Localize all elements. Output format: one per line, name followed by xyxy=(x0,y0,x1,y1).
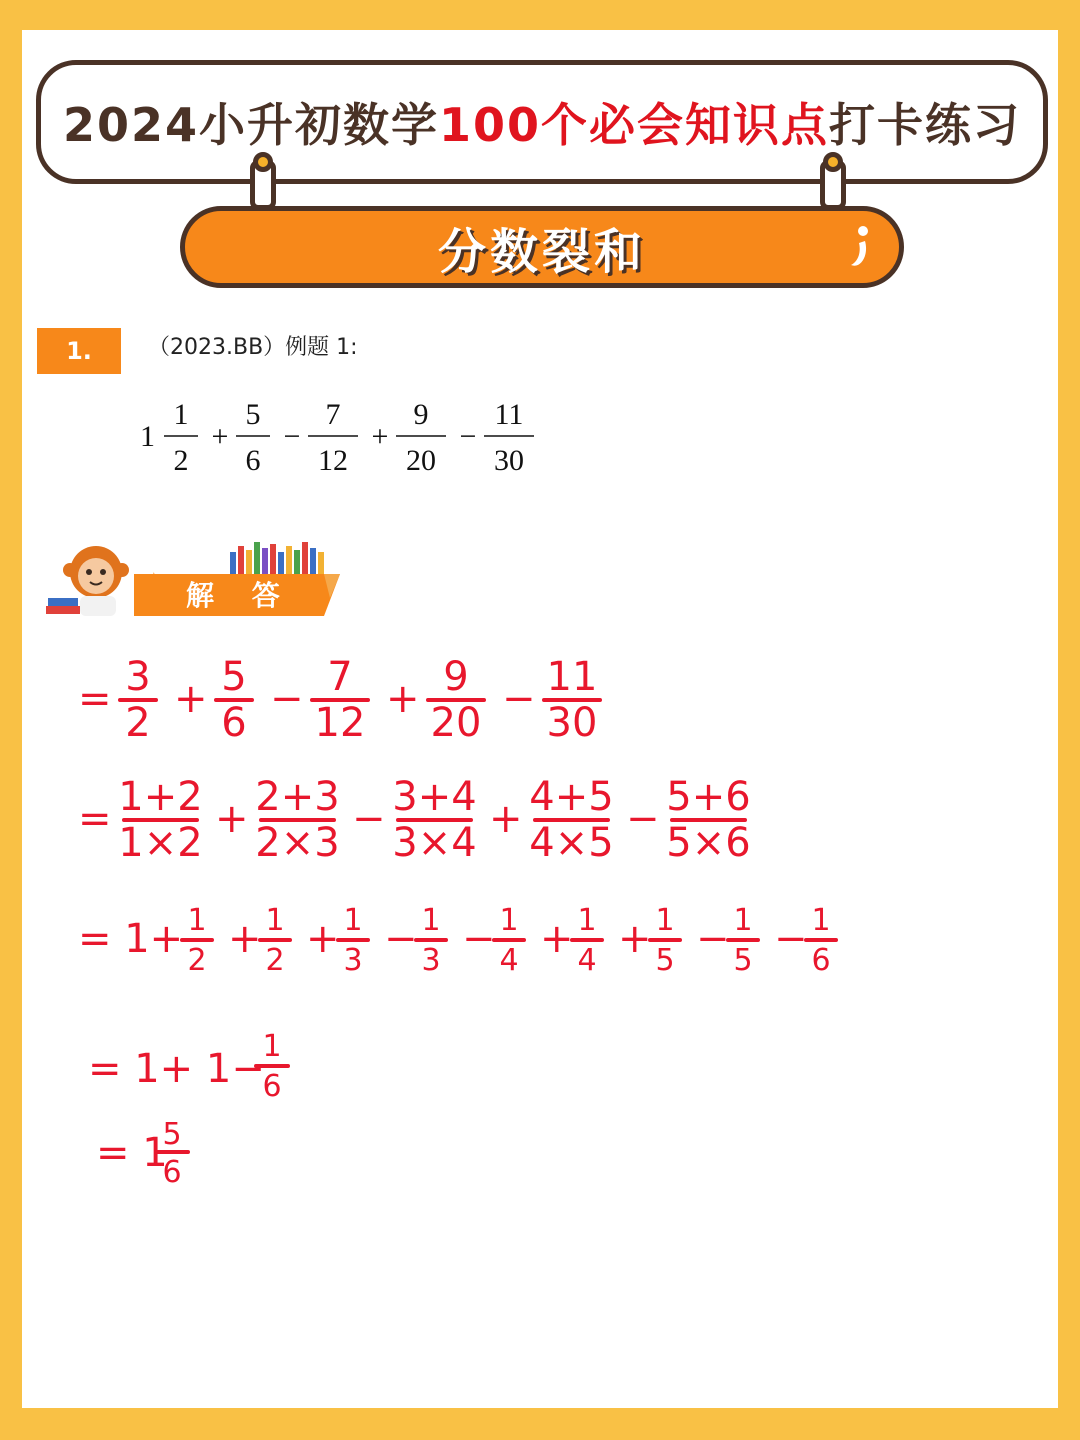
hw-numerator: 7 xyxy=(327,654,353,700)
hw-numerator: 1 xyxy=(262,1029,282,1064)
hw-operator: − xyxy=(696,916,730,962)
hw-operator: + xyxy=(174,676,208,722)
expr-numerator: 5 xyxy=(245,398,261,431)
hw-operator: + xyxy=(306,916,340,962)
hw-numerator: 5 xyxy=(221,654,247,700)
title-part-2: 100个必会知识点 xyxy=(439,98,830,152)
hw-denominator: 4 xyxy=(577,943,597,978)
hw-numerator: 1 xyxy=(343,903,363,938)
expr-denominator: 12 xyxy=(318,444,348,477)
hw-denominator: 5 xyxy=(655,943,675,978)
hw-operator: − xyxy=(384,916,418,962)
hw-numerator: 1 xyxy=(733,903,753,938)
hw-numerator: 4+5 xyxy=(529,774,614,820)
expr-denominator: 2 xyxy=(173,444,189,477)
hw-operator: + xyxy=(489,796,523,842)
hw-denominator: 5×6 xyxy=(666,820,751,866)
expr-numerator: 9 xyxy=(413,398,429,431)
hw-numerator: 3 xyxy=(125,654,151,700)
svg-text:✦: ✦ xyxy=(148,570,160,586)
hw-numerator: 1 xyxy=(265,903,285,938)
hw-numerator: 9 xyxy=(443,654,469,700)
hw-denominator: 1×2 xyxy=(118,820,203,866)
hw-operator: = xyxy=(78,796,112,842)
expr-numerator: 7 xyxy=(325,398,341,431)
hw-numerator: 1 xyxy=(577,903,597,938)
hw-denominator: 6 xyxy=(811,943,831,978)
hw-operator: + xyxy=(618,916,652,962)
hw-numerator: 1 xyxy=(655,903,675,938)
hw-denominator: 3 xyxy=(421,943,441,978)
handwritten-solution xyxy=(44,650,944,1210)
expr-denominator: 30 xyxy=(494,444,524,477)
question-source: （2023.BB）例题 1: xyxy=(148,335,358,360)
question-number: 1. xyxy=(37,328,121,374)
hw-numerator: 2+3 xyxy=(255,774,340,820)
hw-denominator: 4×5 xyxy=(529,820,614,866)
hw-prefix: = 1+ 1− xyxy=(88,1046,265,1092)
hw-denominator: 2 xyxy=(265,943,285,978)
hw-denominator: 6 xyxy=(162,1155,182,1190)
expr-operator: − xyxy=(283,420,301,453)
hw-numerator: 1 xyxy=(499,903,519,938)
question-expression xyxy=(0,0,1080,520)
topic-title: 分数裂和 xyxy=(437,223,646,280)
hw-denominator: 30 xyxy=(546,700,598,746)
hw-numerator: 1 xyxy=(811,903,831,938)
hw-numerator: 1 xyxy=(187,903,207,938)
hw-denominator: 5 xyxy=(733,943,753,978)
title-part-1: 2024小升初数学 xyxy=(62,98,439,152)
hw-denominator: 2 xyxy=(125,700,151,746)
hw-prefix: = 1 xyxy=(96,1130,168,1176)
hw-operator: − xyxy=(462,916,496,962)
expr-whole-number: 1 xyxy=(140,420,155,453)
hw-denominator: 12 xyxy=(314,700,366,746)
hw-numerator: 1+2 xyxy=(118,774,203,820)
hw-denominator: 2 xyxy=(187,943,207,978)
hw-numerator: 5+6 xyxy=(666,774,751,820)
hw-denominator: 2×3 xyxy=(255,820,340,866)
expr-operator: + xyxy=(371,420,389,453)
hw-operator: + xyxy=(228,916,262,962)
hw-operator: − xyxy=(502,676,536,722)
monkey-mascot-icon xyxy=(46,546,129,616)
hw-denominator: 6 xyxy=(221,700,247,746)
hw-denominator: 20 xyxy=(430,700,482,746)
hw-operator: − xyxy=(626,796,660,842)
hw-numerator: 5 xyxy=(162,1117,182,1152)
title-part-3: 打卡练习 xyxy=(829,98,1022,152)
hw-operator: − xyxy=(270,676,304,722)
hw-operator: + xyxy=(386,676,420,722)
hw-operator: − xyxy=(352,796,386,842)
bookshelf-icon xyxy=(230,542,324,574)
hw-operator: − xyxy=(774,916,808,962)
expr-denominator: 20 xyxy=(406,444,436,477)
hw-numerator: 3+4 xyxy=(392,774,477,820)
hw-operator: + xyxy=(540,916,574,962)
hw-operator: + xyxy=(215,796,249,842)
expr-denominator: 6 xyxy=(245,444,261,477)
hw-numerator: 11 xyxy=(546,654,598,700)
hw-numerator: 1 xyxy=(421,903,441,938)
answer-label: 解 答 xyxy=(186,579,294,612)
hw-denominator: 4 xyxy=(499,943,519,978)
expr-operator: − xyxy=(459,420,477,453)
hw-denominator: 3 xyxy=(343,943,363,978)
expr-operator: + xyxy=(211,420,229,453)
hw-prefix: = 1+ xyxy=(78,916,184,962)
expr-numerator: 1 xyxy=(173,398,189,431)
hw-denominator: 3×4 xyxy=(392,820,477,866)
hw-denominator: 6 xyxy=(262,1069,282,1104)
hw-operator: = xyxy=(78,676,112,722)
expr-numerator: 11 xyxy=(494,398,524,431)
